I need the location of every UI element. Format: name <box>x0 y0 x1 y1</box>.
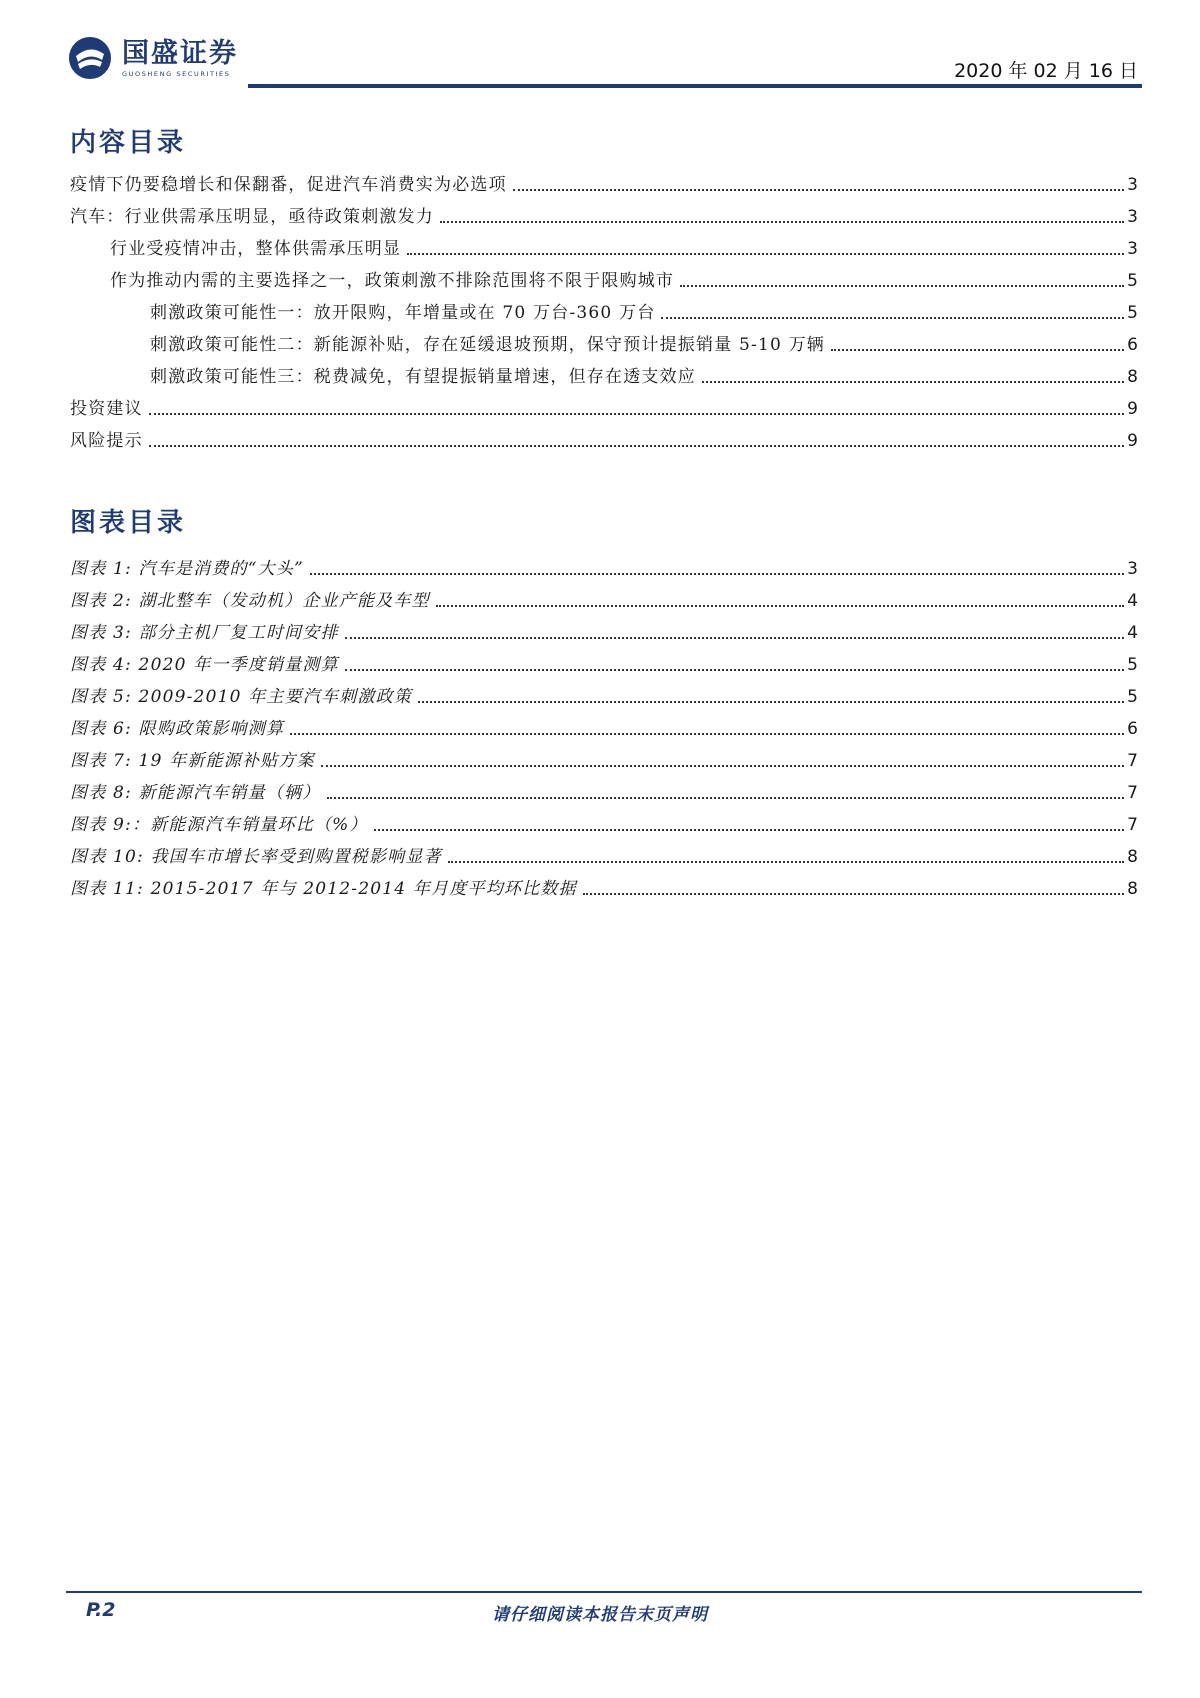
figure-entry-text: 图表 8: 新能源汽车销量（辆） <box>70 783 321 803</box>
leader-dots <box>440 221 1124 223</box>
figure-entry-page: 8 <box>1127 879 1138 899</box>
figure-entry-page: 7 <box>1127 783 1138 803</box>
logo-emblem-icon <box>66 34 114 82</box>
figure-entry-page: 4 <box>1127 623 1138 643</box>
leader-dots <box>345 669 1124 671</box>
leader-dots <box>149 445 1124 447</box>
figure-entry-text: 图表 10: 我国车市增长率受到购置税影响显著 <box>70 847 442 867</box>
figure-entry[interactable] <box>70 744 1138 772</box>
toc-entry[interactable] <box>70 360 1138 388</box>
figure-entry[interactable] <box>70 680 1138 708</box>
figure-entry-text: 图表 7: 19 年新能源补贴方案 <box>70 751 315 771</box>
toc-title: 内容目录 <box>70 128 187 158</box>
leader-dots <box>436 605 1124 607</box>
figure-entry-page: 7 <box>1127 815 1138 835</box>
toc-entry-text: 刺激政策可能性二：新能源补贴，存在延缓退坡预期，保守预计提振销量 5-10 万辆 <box>150 335 825 355</box>
figure-entry[interactable] <box>70 808 1138 836</box>
toc-entry-text: 风险提示 <box>70 431 143 451</box>
figure-entry-page: 8 <box>1127 847 1138 867</box>
toc-entry[interactable] <box>70 328 1138 356</box>
toc-entry-page: 5 <box>1127 303 1138 323</box>
toc-entry[interactable] <box>70 424 1138 452</box>
toc-entry[interactable] <box>70 200 1138 228</box>
leader-dots <box>149 413 1124 415</box>
toc-entry[interactable] <box>70 392 1138 420</box>
figure-entry-page: 3 <box>1127 559 1138 579</box>
leader-dots <box>418 701 1124 703</box>
logo-chinese-name: 国盛证券 <box>122 37 238 69</box>
leader-dots <box>374 829 1124 831</box>
figure-entry-text: 图表 9:：新能源汽车销量环比（%） <box>70 815 368 835</box>
leader-dots <box>310 573 1124 575</box>
toc-entry-page: 3 <box>1127 175 1138 195</box>
toc-entry[interactable] <box>70 232 1138 260</box>
disclaimer-note: 请仔细阅读本报告末页声明 <box>492 1605 708 1625</box>
leader-dots <box>513 189 1124 191</box>
toc-entry-text: 投资建议 <box>70 399 143 419</box>
leader-dots <box>831 349 1124 351</box>
figure-entry-page: 7 <box>1127 751 1138 771</box>
logo-english-name: GUOSHENG SECURITIES <box>122 69 231 78</box>
figure-entry-page: 5 <box>1127 655 1138 675</box>
toc-entry-text: 汽车：行业供需承压明显，亟待政策刺激发力 <box>70 207 434 227</box>
toc-entry-page: 3 <box>1127 207 1138 227</box>
toc-entry-text: 刺激政策可能性三：税费减免，有望提振销量增速，但存在透支效应 <box>150 367 696 387</box>
figure-entry-page: 6 <box>1127 719 1138 739</box>
toc-entry-text: 疫情下仍要稳增长和保翻番，促进汽车消费实为必选项 <box>70 175 507 195</box>
leader-dots <box>448 861 1124 863</box>
company-logo <box>66 34 238 82</box>
figure-entry[interactable] <box>70 584 1138 612</box>
toc-entry-page: 9 <box>1127 431 1138 451</box>
figure-entry[interactable] <box>70 840 1138 868</box>
leader-dots <box>680 285 1124 287</box>
figure-entry-text: 图表 5: 2009-2010 年主要汽车刺激政策 <box>70 687 413 707</box>
report-date: 2020 年 02 月 16 日 <box>954 60 1138 82</box>
figure-entry-text: 图表 1: 汽车是消费的“大头” <box>70 559 304 579</box>
figure-entry[interactable] <box>70 872 1138 900</box>
figure-entry-text: 图表 2: 湖北整车（发动机）企业产能及车型 <box>70 591 430 611</box>
header-divider <box>248 84 1142 88</box>
toc-entry-page: 8 <box>1127 367 1138 387</box>
toc-entry-page: 6 <box>1127 335 1138 355</box>
toc-entry[interactable] <box>70 296 1138 324</box>
figure-entry-page: 4 <box>1127 591 1138 611</box>
toc-entry-text: 刺激政策可能性一：放开限购，年增量或在 70 万台-360 万台 <box>150 303 656 323</box>
toc-entry-page: 5 <box>1127 271 1138 291</box>
toc-entry-text: 行业受疫情冲击，整体供需承压明显 <box>110 239 402 259</box>
toc-entry[interactable] <box>70 168 1138 196</box>
page-number: P.2 <box>86 1599 116 1621</box>
figure-entry-text: 图表 3: 部分主机厂复工时间安排 <box>70 623 339 643</box>
figure-entry-text: 图表 6: 限购政策影响测算 <box>70 719 285 739</box>
toc-entry-page: 9 <box>1127 399 1138 419</box>
leader-dots <box>661 317 1124 319</box>
figure-entry[interactable] <box>70 712 1138 740</box>
figure-entry-text: 图表 11: 2015-2017 年与 2012-2014 年月度平均环比数据 <box>70 879 577 899</box>
leader-dots <box>327 797 1125 799</box>
toc-entry-page: 3 <box>1127 239 1138 259</box>
figure-entry[interactable] <box>70 776 1138 804</box>
footer-divider <box>66 1591 1142 1593</box>
leader-dots <box>702 381 1124 383</box>
figure-entry[interactable] <box>70 616 1138 644</box>
figure-entry[interactable] <box>70 552 1138 580</box>
toc-entry[interactable] <box>70 264 1138 292</box>
figure-entry[interactable] <box>70 648 1138 676</box>
leader-dots <box>583 893 1124 895</box>
leader-dots <box>407 253 1124 255</box>
leader-dots <box>290 733 1124 735</box>
figure-entry-page: 5 <box>1127 687 1138 707</box>
figures-title: 图表目录 <box>70 508 187 538</box>
toc-entry-text: 作为推动内需的主要选择之一，政策刺激不排除范围将不限于限购城市 <box>110 271 675 291</box>
page-header <box>66 34 1142 90</box>
leader-dots <box>345 637 1124 639</box>
leader-dots <box>321 765 1124 767</box>
figure-entry-text: 图表 4: 2020 年一季度销量测算 <box>70 655 339 675</box>
